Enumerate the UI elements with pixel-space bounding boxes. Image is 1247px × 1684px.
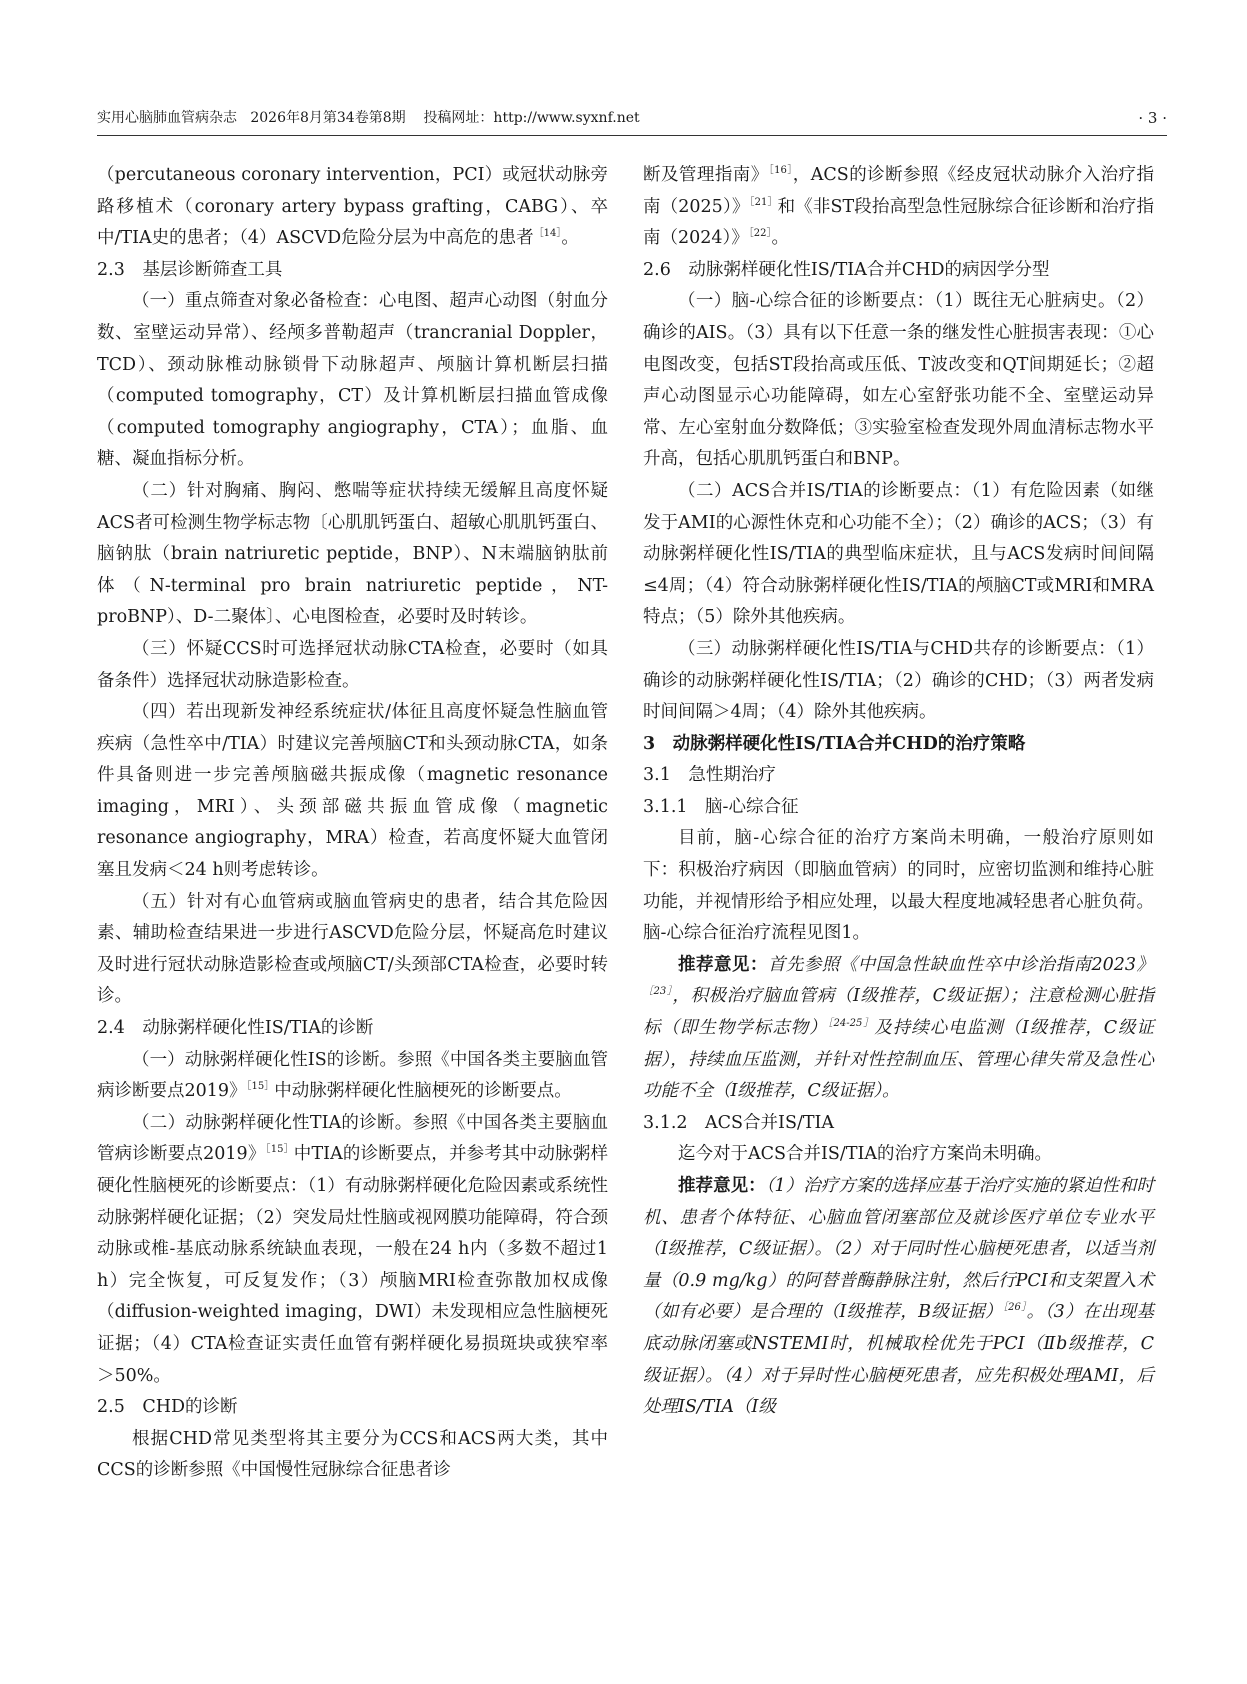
submission-website: 投稿网址：http://www.syxnf.net [423,110,640,126]
citation: ［14］ [533,228,562,240]
recommendation-paragraph: 推荐意见：（1）治疗方案的选择应基于治疗实施的紧迫性和时机、患者个体特征、心脑血管闭塞部位及就诊医疗单位专业水平（Ⅰ级推荐，C级证据）。（2）对于同时性心脑梗死患者，以适当剂量（0.9 mg/kg）的阿替普酶静脉注射，然后行PCI和支架置入术（如有必要）是合理的（Ⅰ级推荐，B级证据）$^{[26]}$。（3）在出现基底动脉闭塞或NSTEMI时，机械取栓优先于PCI（Ⅱb级推荐，C级证据）。（4）对于异时性心脑梗死患者，应先积极处理AMI，后处理IS/TIA（Ⅰ级 [643,1176,1155,1418]
paragraph: 目前，脑-心综合征的治疗方案尚未明确，一般治疗原则如下：积极治疗病因（即脑血管病）的同时，应密切监测和维持心脏功能，并视情形给予相应处理，以最大程度地减轻患者心脏负荷。脑-心综合征治疗流程见图1。 [643,828,1154,944]
citation: ［26］ [1002,1302,1027,1314]
citation: ［15］ [265,1144,294,1156]
running-header [97,104,1167,132]
citation: ［16］ [768,165,793,177]
paragraph: （二）动脉粥样硬化性TIA的诊断。参照《中国各类主要脑血管病诊断要点2019》$^{[15]}$中TIA的诊断要点，并参考其中动脉粥样硬化性脑梗死的诊断要点：（1）有动脉粥样硬化危险因素或系统性动脉粥样硬化证据；（2）突发局灶性脑或视网膜功能障碍，符合颈动脉或椎-基底动脉系统缺血表现，一般在24 h内（多数不超过1 h）完全恢复，可反复发作；（3）颅脑MRI检查弥散加权成像（diffusion-weighted imaging，DWI）未发现相应急性脑梗死证据；（4）CTA检查证实责任血管有粥样硬化易损斑块或狭窄率＞50%。 [97,1112,608,1386]
section-heading-2-4: 2.4 动脉粥样硬化性IS/TIA的诊断 [97,1018,374,1039]
recommendation-label: 推荐意见： [678,1176,766,1196]
citation: ［21］ [749,196,778,208]
citation: ［22］ [748,228,772,240]
left-column [97,160,608,1487]
section-heading-3: 3 动脉粥样硬化性IS/TIA合并CHD的治疗策略 [643,733,1026,754]
section-heading-3-1-2: 3.1.2 ACS合并IS/TIA [643,1112,835,1133]
citation: ［15］ [246,1081,275,1093]
paragraph: （percutaneous coronary intervention，PCI）或冠状动脉旁路移植术（coronary artery bypass grafting，CABG）、卒中/TIA史的患者；（4）ASCVD危险分层为中高危的患者$^{[14]}$。 [97,165,608,249]
issue-info: 2026年8月第34卷第8期 [250,110,406,126]
paragraph: 根据CHD常见类型将其主要分为CCS和ACS两大类，其中CCS的诊断参照《中国慢性冠脉综合征患者诊 [97,1428,608,1481]
right-column [643,160,1154,1424]
recommendation-paragraph: 推荐意见：首先参照《中国急性缺血性卒中诊治指南2023》$^{[23]}$，积极治疗脑血管病（Ⅰ级推荐，C级证据）；注意检测心脏指标（即生物学标志物）$^{[24-25]}$及持续心电监测（Ⅰ级推荐，C级证据），持续血压监测，并针对性控制血压、管理心律失常及急性心功能不全（Ⅰ级推荐，C级证据）。 [643,954,1155,1102]
header-rule [97,135,1167,136]
paragraph: （二）ACS合并IS/TIA的诊断要点：（1）有危险因素（如继发于AMI的心源性休克和心功能不全）；（2）确诊的ACS；（3）有动脉粥样硬化性IS/TIA的典型临床症状，且与ACS发病时间间隔≤4周；（4）符合动脉粥样硬化性IS/TIA的颅脑CT或MRI和MRA特点；（5）除外其他疾病。 [643,480,1154,628]
section-heading-2-5: 2.5 CHD的诊断 [97,1397,238,1418]
page-number: · 3 · [1138,109,1167,127]
journal-name: 实用心脑肺血管病杂志 [97,110,237,126]
citation: ［24-25］ [827,1018,875,1030]
paragraph: （二）针对胸痛、胸闷、憋喘等症状持续无缓解且高度怀疑ACS者可检测生物学标志物〔心肌肌钙蛋白、超敏心肌肌钙蛋白、脑钠肽（brain natriuretic peptide，BNP）、N末端脑钠肽前体（N-terminal pro brain natriuretic peptide，NT-proBNP）、D-二聚体〕、心电图检查，必要时及时转诊。 [97,480,608,628]
header-left [97,104,640,132]
section-heading-2-6: 2.6 动脉粥样硬化性IS/TIA合并CHD的病因学分型 [643,259,1050,280]
paragraph: （四）若出现新发神经系统症状/体征且高度怀疑急性脑血管疾病（急性卒中/TIA）时建议完善颅脑CT和头颈动脉CTA，如条件具备则进一步完善颅脑磁共振成像（magnetic resonance imaging，MRI）、头颈部磁共振血管成像（magnetic resonance angiography，MRA）检查，若高度怀疑大血管闭塞且发病＜24 h则考虑转诊。 [97,702,608,881]
recommendation-label: 推荐意见： [678,954,768,975]
paragraph: 迄今对于ACS合并IS/TIA的治疗方案尚未明确。 [678,1144,1053,1165]
paragraph: （五）针对有心血管病或脑血管病史的患者，结合其危险因素、辅助检查结果进一步进行ASCVD危险分层，怀疑高危时建议及时进行冠状动脉造影检查或颅脑CT/头颈部CTA检查，必要时转诊。 [97,891,608,1007]
citation: ［23］ [643,986,673,998]
paragraph: （三）动脉粥样硬化性IS/TIA与CHD共存的诊断要点：（1）确诊的动脉粥样硬化性IS/TIA；（2）确诊的CHD；（3）两者发病时间间隔＞4周；（4）除外其他疾病。 [643,638,1154,723]
paragraph: （一）脑-心综合征的诊断要点：（1）既往无心脏病史。（2）确诊的AIS。（3）具有以下任意一条的继发性心脏损害表现：①心电图改变，包括ST段抬高或压低、T波改变和QT间期延长；②超声心动图显示心功能障碍，如左心室舒张功能不全、室壁运动异常、左心室射血分数降低；③实验室检查发现外周血清标志物水平升高，包括心肌肌钙蛋白和BNP。 [643,291,1154,470]
section-heading-3-1: 3.1 急性期治疗 [643,765,776,786]
section-heading-2-3: 2.3 基层诊断筛查工具 [97,259,283,280]
paragraph: （三）怀疑CCS时可选择冠状动脉CTA检查，必要时（如具备条件）选择冠状动脉造影检查。 [97,638,608,691]
section-heading-3-1-1: 3.1.1 脑-心综合征 [643,796,799,817]
paragraph: 断及管理指南》$^{[16]}$，ACS的诊断参照《经皮冠状动脉介入治疗指南（2025）》$^{[21]}$和《非ST段抬高型急性冠脉综合征诊断和治疗指南（2024）》$^{[22]}$。 [643,165,1154,249]
paragraph: （一）动脉粥样硬化性IS的诊断。参照《中国各类主要脑血管病诊断要点2019》$^{[15]}$中动脉粥样硬化性脑梗死的诊断要点。 [97,1049,608,1102]
paragraph: （一）重点筛查对象必备检查：心电图、超声心动图（射血分数、室壁运动异常）、经颅多普勒超声（trancranial Doppler，TCD）、颈动脉椎动脉锁骨下动脉超声、颅脑计算机断层扫描（computed tomography，CT）及计算机断层扫描血管成像（computed tomography angiography，CTA）；血脂、血糖、凝血指标分析。 [97,291,608,470]
